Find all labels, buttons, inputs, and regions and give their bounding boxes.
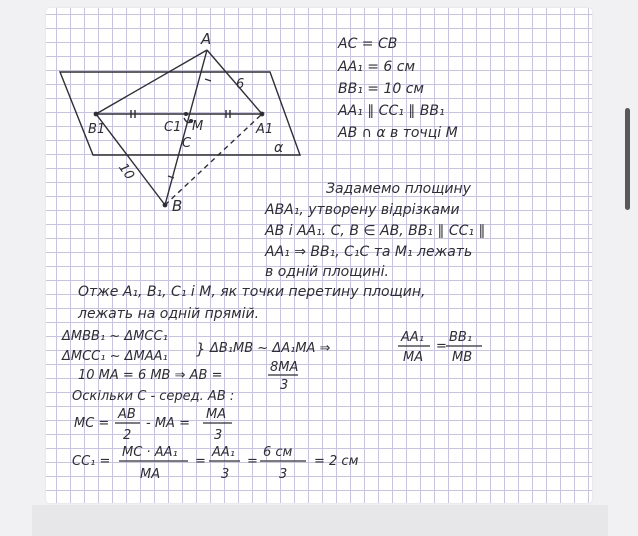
midpoint-block [72,389,234,443]
paragraph-plane [264,181,485,280]
ratio-right-num: BB₁ [449,330,473,345]
ratio-right-den: MB [452,350,473,365]
segment-ab1 [96,50,207,114]
label-m: M [192,119,204,134]
text-line: Задамемо площину [326,181,471,197]
point-a1 [260,112,265,117]
svg-text:=: = [436,339,447,354]
text-line: в одній площині. [265,264,389,280]
svg-text:=: = [247,454,258,469]
mc-frac-den: 2 [123,428,132,443]
cc1-start: CC₁ = [72,454,111,469]
given-line: AA₁ ∥ CC₁ ∥ BB₁ [338,103,445,119]
given-line: AC = CB [338,36,398,52]
label-b1: B1 [88,122,106,137]
text-line: лежать на одній прямій. [78,306,260,322]
label-alpha: α [274,140,284,156]
text-line: AB і AA₁. C, B ∈ AB, BB₁ ∥ CC₁ ∥ [265,223,486,239]
given-line: BB₁ = 10 см [338,81,424,97]
cc1-f1-num: MC · AA₁ [122,445,178,460]
cc1-f2-den: 3 [221,467,230,482]
point-b1 [94,112,99,117]
cc1-block [72,445,359,482]
segment-bb1 [96,114,165,205]
similar-bottom: ΔMCC₁ ~ ΔMAA₁ [62,349,168,364]
cc1-result: = 2 см [314,454,359,469]
mc-start: MC = [74,416,110,431]
cc1-f1-den: MA [140,467,161,482]
brace: } [196,340,206,358]
mc-mid: - MA = [146,416,190,431]
paragraph-line [77,284,426,322]
given-line: AB ∩ α в точці M [338,125,458,141]
label-c: C [182,136,192,151]
text-line: ABA₁, утворену відрізками [265,202,460,218]
label-a1: A1 [256,122,274,137]
since-line: Оскільки C - серед. AB : [72,389,235,404]
given-line: AA₁ = 6 см [338,59,416,75]
label-b: B [172,197,183,215]
label-a: A [201,30,212,48]
svg-text:=: = [195,454,206,469]
ratio-left-den: MA [403,350,424,365]
similar-result: ΔB₁MB ~ ΔA₁MA ⇒ [210,341,331,356]
point-b [163,203,168,208]
ab-num: 8MA [270,360,299,375]
text-line: AA₁ ⇒ BB₁, C₁C та M₁ лежать [265,244,473,260]
mc-frac-num: AB [118,407,136,422]
ratio-left-num: AA₁ [401,330,424,345]
figure-labels [88,30,284,215]
segment-aa1 [207,50,262,114]
mc-res-num: MA [206,407,227,422]
label-ten: 10 [115,160,137,183]
mc-res-den: 3 [214,428,223,443]
given-list [337,36,458,141]
ab-den: 3 [280,378,289,393]
text-line: Отже A₁, B₁, C₁ і M, як точки перетину площин, [78,284,426,300]
label-c1: C1 [164,120,182,135]
cc1-f3-den: 3 [279,467,288,482]
point-c1 [184,112,188,116]
label-six: 6 [236,77,245,92]
cc1-f2-num: AA₁ [212,445,235,460]
similar-top: ΔMBB₁ ~ ΔMCC₁ [62,329,168,344]
eq-10ma: 10 MA = 6 MB ⇒ AB = [78,368,223,383]
cc1-f3-num: 6 см [263,445,293,460]
